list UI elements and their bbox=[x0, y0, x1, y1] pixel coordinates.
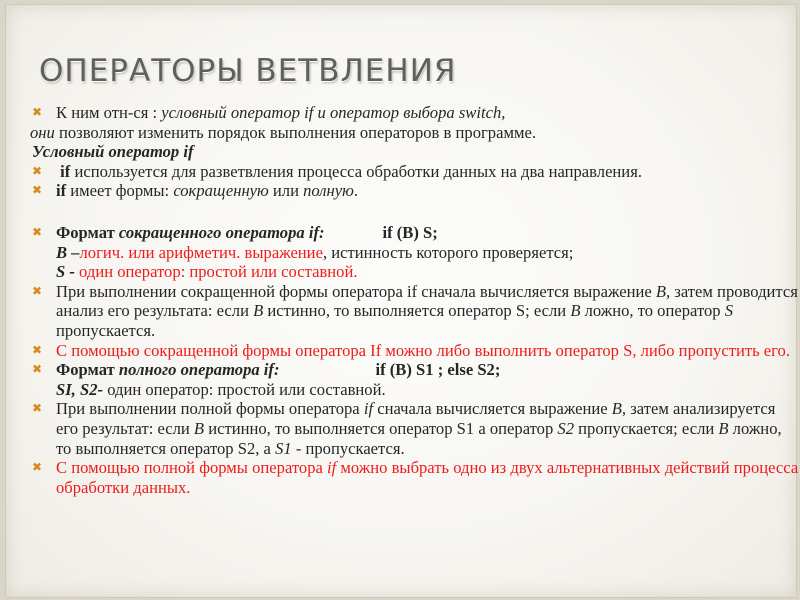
list-item: ✖ if используется для разветвления процесса обработки данных на два направления. bbox=[32, 161, 642, 181]
slide-title: ОПЕРАТОРЫ ВЕТВЛЕНИЯ bbox=[39, 53, 457, 89]
paragraph: SI, S2- один оператор: простой или составной. bbox=[56, 379, 386, 399]
x-bullet-icon: ✖ bbox=[32, 224, 43, 239]
list-item: ✖ С помощью сокращенной формы оператора If можно либо выполнить оператор S, либо пропустить его. bbox=[32, 340, 791, 360]
x-bullet-icon: ✖ bbox=[32, 362, 43, 377]
x-bullet-icon: ✖ bbox=[32, 105, 43, 119]
list-item: ✖ При выполнении сокращенной формы оператора if сначала вычисляется выражение B, затем проводится анализ его результата: если B истинно, то выполняется оператор S; если B ложно, то оператор S пропускается. bbox=[32, 281, 798, 340]
x-bullet-icon: ✖ bbox=[32, 283, 43, 298]
x-bullet-icon: ✖ bbox=[32, 460, 43, 475]
list-item: ✖ if имеет формы: сокращенную или полную. bbox=[32, 181, 358, 201]
section-heading: Условный оператор if bbox=[32, 142, 194, 162]
x-bullet-icon: ✖ bbox=[32, 342, 43, 357]
list-item: ✖ К ним отн-ся : условный оператор if и оператор выбора switch, bbox=[32, 103, 506, 122]
list-item: ✖ С помощью полной формы оператора if можно выбрать одно из двух альтернативных действий процесса обработки данных. bbox=[32, 458, 799, 497]
paragraph: B –логич. или арифметич. выражение, истинность которого проверяется; S - один оператор: простой или составной. bbox=[56, 242, 574, 282]
x-bullet-icon: ✖ bbox=[32, 163, 43, 178]
paragraph: они позволяют изменить порядок выполнения операторов в программе. bbox=[30, 122, 536, 142]
list-item: ✖ Формат полного оператора if: if (B) S1 ; else S2; bbox=[32, 360, 501, 380]
slide bbox=[5, 4, 797, 598]
slide-body bbox=[30, 103, 800, 497]
list-item: ✖ При выполнении полной формы оператора if сначала вычисляется выражение B, затем анализируется его результат: если B истинно, то выполняется оператор S1 а оператор S2 пропускается; если B ложно, то выполняется оператор S2, а S1 - пропускается. bbox=[32, 399, 782, 458]
x-bullet-icon: ✖ bbox=[32, 401, 43, 416]
x-bullet-icon: ✖ bbox=[32, 183, 43, 198]
list-item: ✖ Формат сокращенного оператора if: if (B) S; bbox=[32, 222, 438, 242]
